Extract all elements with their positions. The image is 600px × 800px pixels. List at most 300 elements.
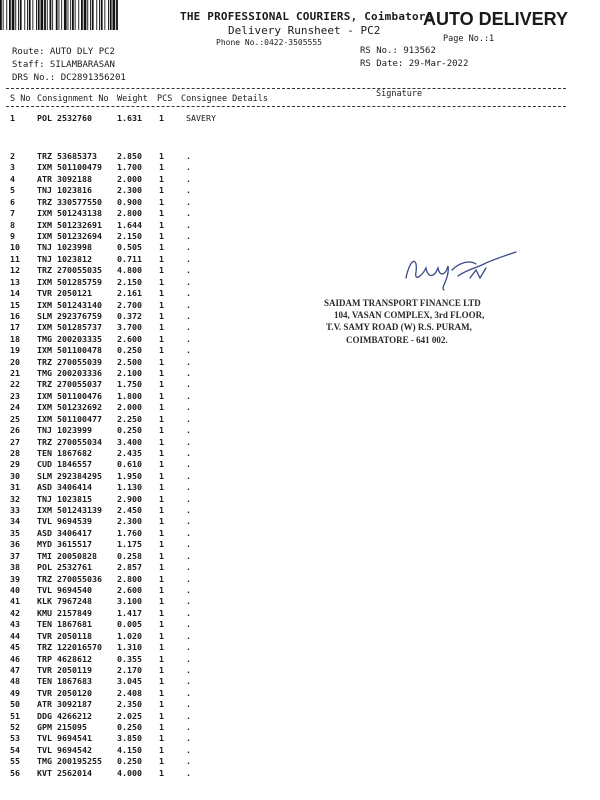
cell-weight: 2.100 xyxy=(117,368,142,378)
cell-pcs: 1 xyxy=(159,219,164,230)
cell-pcs: 1 xyxy=(159,550,164,561)
cell-weight: 0.005 xyxy=(117,619,142,630)
cell-consignment: TEN 1867682 xyxy=(37,447,92,458)
cell-pcs: 1 xyxy=(159,425,164,436)
cell-consignment: TNJ 1023998 xyxy=(37,242,92,253)
stamp-company-line: SAIDAM TRANSPORT FINANCE LTD xyxy=(324,298,481,308)
cell-consignee: . xyxy=(186,710,191,721)
cell-consignment: IXM 501100476 xyxy=(37,390,102,401)
cell-consignment: IXM 501285737 xyxy=(37,322,102,333)
barcode-bar xyxy=(78,0,79,30)
cell-pcs: 1 xyxy=(159,642,164,653)
cell-sno: 3 xyxy=(10,162,15,173)
cell-consignee: . xyxy=(186,230,191,241)
cell-weight: 0.711 xyxy=(117,253,142,264)
cell-sno: 52 xyxy=(10,722,20,732)
cell-sno: 12 xyxy=(10,265,20,276)
cell-weight: 2.150 xyxy=(117,230,142,241)
cell-consignee: . xyxy=(186,333,191,344)
cell-weight: 1.750 xyxy=(117,379,142,390)
cell-consignee: . xyxy=(186,162,191,173)
cell-weight: 3.400 xyxy=(117,436,142,447)
cell-sno: 17 xyxy=(10,322,20,333)
cell-pcs: 1 xyxy=(159,756,164,767)
cell-consignment: IXM 501243139 xyxy=(37,505,102,515)
cell-sno: 24 xyxy=(10,402,20,413)
barcode-bar xyxy=(61,0,62,30)
cell-pcs: 1 xyxy=(159,596,164,607)
cell-pcs: 1 xyxy=(159,345,164,356)
cell-consignee: . xyxy=(186,345,191,356)
cell-pcs: 1 xyxy=(159,767,164,778)
col-signature: Signature xyxy=(376,89,423,99)
cell-weight: 2.857 xyxy=(117,562,142,573)
cell-sno: 19 xyxy=(10,345,20,356)
barcode-bar xyxy=(72,0,74,30)
cell-consignee: . xyxy=(186,722,191,732)
cell-consignment: TVR 2050119 xyxy=(37,664,92,675)
cell-sno: 54 xyxy=(10,744,20,755)
auto-delivery-badge: AUTO DELIVERY xyxy=(423,9,569,29)
cell-consignment: IXM 501232694 xyxy=(37,230,102,241)
cell-sno: 30 xyxy=(10,470,20,481)
barcode-bar xyxy=(92,0,94,30)
cell-consignment: CUD 1846557 xyxy=(37,459,92,470)
cell-consignment: SLM 292376759 xyxy=(37,310,102,321)
cell-sno: 25 xyxy=(10,413,20,424)
cell-pcs: 1 xyxy=(159,368,164,378)
cell-consignment: TVR 2050118 xyxy=(37,630,92,641)
cell-weight: 0.250 xyxy=(117,345,142,356)
cell-consignment: TRZ 270055037 xyxy=(37,379,102,390)
cell-sno: 51 xyxy=(10,710,20,721)
cell-weight: 0.610 xyxy=(117,459,142,470)
barcode-bar xyxy=(99,0,100,30)
cell-pcs: 1 xyxy=(159,265,164,276)
cell-consignment: ASD 3406414 xyxy=(37,482,92,493)
stamp-address-line2: T.V. SAMY ROAD (W) R.S. PURAM, xyxy=(326,322,472,332)
cell-consignee: . xyxy=(186,265,191,276)
cell-consignee: . xyxy=(186,676,191,687)
cell-consignee: . xyxy=(186,379,191,390)
cell-sno: 49 xyxy=(10,687,20,698)
cell-consignee: SAVERY xyxy=(186,113,216,123)
cell-weight: 2.300 xyxy=(117,185,142,196)
cell-pcs: 1 xyxy=(159,539,164,550)
cell-consignment: TNJ 1023815 xyxy=(37,493,92,504)
cell-weight: 2.600 xyxy=(117,585,142,595)
barcode-bar xyxy=(110,0,112,30)
drs-number: DRS No.: DC2891356201 xyxy=(12,73,126,83)
cell-pcs: 1 xyxy=(159,744,164,755)
cell-weight: 1.644 xyxy=(117,219,142,230)
cell-consignment: IXM 501100478 xyxy=(37,345,102,356)
cell-weight: 4.150 xyxy=(117,744,142,755)
company-stamp xyxy=(318,248,528,358)
page-number: Page No.:1 xyxy=(443,34,495,44)
cell-weight: 2.850 xyxy=(117,151,142,161)
cell-pcs: 1 xyxy=(159,630,164,641)
cell-sno: 48 xyxy=(10,676,20,687)
cell-weight: 2.700 xyxy=(117,299,142,310)
cell-weight: 2.150 xyxy=(117,276,142,287)
cell-pcs: 1 xyxy=(159,733,164,744)
cell-consignee: . xyxy=(186,459,191,470)
cell-consignee: . xyxy=(186,310,191,321)
cell-weight: 2.025 xyxy=(117,710,142,721)
cell-consignment: TNJ 1023816 xyxy=(37,185,92,196)
cell-consignee: . xyxy=(186,482,191,493)
cell-sno: 38 xyxy=(10,562,20,573)
cell-consignment: IXM 501243140 xyxy=(37,299,102,310)
barcode-bar xyxy=(75,0,76,30)
cell-consignment: TVL 9694542 xyxy=(37,744,92,755)
cell-sno: 11 xyxy=(10,253,20,264)
barcode-bar xyxy=(64,0,67,30)
cell-weight: 2.170 xyxy=(117,664,142,675)
route-label: Route: AUTO DLY PC2 xyxy=(12,47,115,57)
cell-sno: 44 xyxy=(10,630,20,641)
cell-consignment: POL 2532761 xyxy=(37,562,92,573)
cell-weight: 2.600 xyxy=(117,333,142,344)
barcode-bar xyxy=(6,0,7,30)
cell-consignee: . xyxy=(186,596,191,607)
barcode-bar xyxy=(32,0,33,30)
cell-weight: 2.408 xyxy=(117,687,142,698)
cell-consignment: TVL 9694539 xyxy=(37,516,92,527)
cell-consignee: . xyxy=(186,527,191,538)
cell-sno: 20 xyxy=(10,356,20,367)
barcode-bar xyxy=(38,0,40,30)
stamp-city-line: COIMBATORE - 641 002. xyxy=(346,335,448,345)
barcode-bar xyxy=(0,0,2,30)
cell-consignment: TRZ 53685373 xyxy=(37,151,97,161)
cell-weight: 0.250 xyxy=(117,425,142,436)
cell-consignment: TRZ 270055039 xyxy=(37,356,102,367)
cell-consignee: . xyxy=(186,425,191,436)
cell-pcs: 1 xyxy=(159,516,164,527)
cell-consignee: . xyxy=(186,322,191,333)
barcode-bar xyxy=(81,0,83,30)
cell-pcs: 1 xyxy=(159,573,164,584)
cell-consignment: DDG 4266212 xyxy=(37,710,92,721)
barcode-bar xyxy=(20,0,22,30)
cell-weight: 0.250 xyxy=(117,722,142,732)
cell-consignee: . xyxy=(186,185,191,196)
cell-pcs: 1 xyxy=(159,333,164,344)
cell-pcs: 1 xyxy=(159,505,164,515)
cell-consignee: . xyxy=(186,151,191,161)
cell-weight: 1.631 xyxy=(117,113,142,123)
cell-sno: 34 xyxy=(10,516,20,527)
cell-sno: 23 xyxy=(10,390,20,401)
cell-sno: 1 xyxy=(10,113,15,123)
cell-pcs: 1 xyxy=(159,402,164,413)
cell-consignee: . xyxy=(186,219,191,230)
barcode-bar xyxy=(104,0,105,30)
barcode-bar xyxy=(116,0,118,30)
barcode-bar xyxy=(29,0,31,30)
runsheet-title: Delivery Runsheet - PC2 xyxy=(228,24,381,37)
cell-consignee: . xyxy=(186,253,191,264)
cell-consignment: MYD 3615517 xyxy=(37,539,92,550)
cell-sno: 4 xyxy=(10,173,15,184)
cell-consignee: . xyxy=(186,573,191,584)
cell-consignment: IXM 501232692 xyxy=(37,402,102,413)
cell-consignment: TMG 200203336 xyxy=(37,368,102,378)
cell-weight: 1.130 xyxy=(117,482,142,493)
rs-date: RS Date: 29-Mar-2022 xyxy=(360,59,469,69)
cell-pcs: 1 xyxy=(159,310,164,321)
cell-consignment: POL 2532760 xyxy=(37,113,92,123)
cell-pcs: 1 xyxy=(159,230,164,241)
cell-consignment: TEN 1867683 xyxy=(37,676,92,687)
cell-weight: 2.300 xyxy=(117,516,142,527)
barcode-bar xyxy=(9,0,11,30)
cell-sno: 8 xyxy=(10,219,15,230)
col-weight: Weight xyxy=(117,94,148,104)
cell-sno: 16 xyxy=(10,310,20,321)
cell-consignment: TRZ 270055036 xyxy=(37,573,102,584)
barcode-bar xyxy=(12,0,15,30)
barcode-bar xyxy=(56,0,58,30)
cell-sno: 5 xyxy=(10,185,15,196)
company-name: THE PROFESSIONAL COURIERS, Coimbatore xyxy=(180,10,433,23)
cell-consignment: ASD 3406417 xyxy=(37,527,92,538)
cell-sno: 14 xyxy=(10,288,20,298)
cell-consignee: . xyxy=(186,664,191,675)
cell-consignee: . xyxy=(186,470,191,481)
cell-weight: 0.355 xyxy=(117,653,142,664)
cell-sno: 35 xyxy=(10,527,20,538)
cell-consignee: . xyxy=(186,413,191,424)
cell-consignee: . xyxy=(186,299,191,310)
barcode-bar xyxy=(41,0,44,30)
cell-weight: 1.417 xyxy=(117,607,142,618)
barcode-bar xyxy=(59,0,60,30)
cell-weight: 0.505 xyxy=(117,242,142,253)
cell-weight: 4.000 xyxy=(117,767,142,778)
cell-consignee: . xyxy=(186,516,191,527)
cell-sno: 13 xyxy=(10,276,20,287)
cell-consignment: SLM 292384295 xyxy=(37,470,102,481)
cell-sno: 27 xyxy=(10,436,20,447)
barcode-bar xyxy=(70,0,71,30)
cell-consignee: . xyxy=(186,447,191,458)
cell-pcs: 1 xyxy=(159,436,164,447)
cell-consignment: TRP 4628612 xyxy=(37,653,92,664)
barcode-bar xyxy=(50,0,52,30)
cell-weight: 1.020 xyxy=(117,630,142,641)
cell-pcs: 1 xyxy=(159,379,164,390)
cell-consignee: . xyxy=(186,562,191,573)
cell-consignee: . xyxy=(186,744,191,755)
cell-consignee: . xyxy=(186,733,191,744)
cell-pcs: 1 xyxy=(159,390,164,401)
cell-weight: 0.900 xyxy=(117,196,142,207)
cell-pcs: 1 xyxy=(159,288,164,298)
cell-pcs: 1 xyxy=(159,242,164,253)
cell-weight: 3.850 xyxy=(117,733,142,744)
cell-consignee: . xyxy=(186,208,191,219)
cell-consignee: . xyxy=(186,607,191,618)
cell-weight: 2.161 xyxy=(117,288,142,298)
barcode-bar xyxy=(27,0,28,30)
cell-consignee: . xyxy=(186,767,191,778)
cell-weight: 3.045 xyxy=(117,676,142,687)
cell-sno: 39 xyxy=(10,573,20,584)
cell-weight: 2.000 xyxy=(117,173,142,184)
cell-pcs: 1 xyxy=(159,322,164,333)
cell-sno: 29 xyxy=(10,459,20,470)
barcode-bar xyxy=(90,0,91,30)
cell-pcs: 1 xyxy=(159,151,164,161)
barcode-bar xyxy=(96,0,97,30)
cell-weight: 2.800 xyxy=(117,573,142,584)
cell-pcs: 1 xyxy=(159,664,164,675)
cell-consignment: IXM 501100479 xyxy=(37,162,102,173)
cell-pcs: 1 xyxy=(159,276,164,287)
cell-consignment: TRZ 122016570 xyxy=(37,642,102,653)
barcode-bar xyxy=(52,0,53,30)
cell-consignee: . xyxy=(186,630,191,641)
cell-weight: 2.250 xyxy=(117,413,142,424)
cell-pcs: 1 xyxy=(159,527,164,538)
cell-pcs: 1 xyxy=(159,208,164,219)
cell-consignment: TVR 2050121 xyxy=(37,288,92,298)
cell-sno: 56 xyxy=(10,767,20,778)
barcode-bar xyxy=(18,0,19,30)
cell-consignment: IXM 501100477 xyxy=(37,413,102,424)
cell-pcs: 1 xyxy=(159,562,164,573)
cell-sno: 53 xyxy=(10,733,20,744)
cell-consignee: . xyxy=(186,173,191,184)
cell-pcs: 1 xyxy=(159,619,164,630)
barcode-image xyxy=(0,0,120,30)
cell-sno: 40 xyxy=(10,585,20,595)
cell-consignee: . xyxy=(186,642,191,653)
cell-pcs: 1 xyxy=(159,459,164,470)
cell-weight: 1.950 xyxy=(117,470,142,481)
cell-sno: 2 xyxy=(10,151,15,161)
cell-consignment: TMI 20050828 xyxy=(37,550,97,561)
cell-weight: 2.350 xyxy=(117,699,142,710)
cell-sno: 37 xyxy=(10,550,20,561)
cell-pcs: 1 xyxy=(159,687,164,698)
barcode-bar xyxy=(113,0,116,30)
cell-weight: 2.435 xyxy=(117,447,142,458)
cell-consignee: . xyxy=(186,687,191,698)
cell-sno: 10 xyxy=(10,242,20,253)
cell-sno: 22 xyxy=(10,379,20,390)
cell-pcs: 1 xyxy=(159,356,164,367)
cell-pcs: 1 xyxy=(159,253,164,264)
handwritten-signature xyxy=(400,248,520,296)
barcode-bar xyxy=(68,0,69,30)
barcode-bar xyxy=(3,0,4,30)
col-pcs: PCS xyxy=(157,94,173,104)
cell-weight: 0.250 xyxy=(117,756,142,767)
col-consignee-details: Consignee Details xyxy=(181,94,268,104)
cell-pcs: 1 xyxy=(159,113,164,123)
cell-pcs: 1 xyxy=(159,722,164,732)
cell-sno: 32 xyxy=(10,493,20,504)
cell-pcs: 1 xyxy=(159,676,164,687)
cell-consignment: TEN 1867681 xyxy=(37,619,92,630)
cell-sno: 36 xyxy=(10,539,20,550)
cell-sno: 47 xyxy=(10,664,20,675)
cell-sno: 9 xyxy=(10,230,15,241)
barcode-bar xyxy=(87,0,88,30)
header-divider-top xyxy=(6,88,566,89)
cell-weight: 1.700 xyxy=(117,162,142,173)
cell-consignment: TNJ 1023999 xyxy=(37,425,92,436)
cell-consignment: IXM 501285759 xyxy=(37,276,102,287)
cell-consignment: TNJ 1023812 xyxy=(37,253,92,264)
cell-consignee: . xyxy=(186,539,191,550)
cell-sno: 31 xyxy=(10,482,20,493)
cell-consignment: KVT 2562014 xyxy=(37,767,92,778)
cell-weight: 0.258 xyxy=(117,550,142,561)
cell-pcs: 1 xyxy=(159,413,164,424)
cell-pcs: 1 xyxy=(159,196,164,207)
cell-sno: 41 xyxy=(10,596,20,607)
barcode-bar xyxy=(44,0,46,30)
cell-sno: 45 xyxy=(10,642,20,653)
cell-sno: 18 xyxy=(10,333,20,344)
cell-weight: 1.310 xyxy=(117,642,142,653)
cell-consignment: TRZ 270055034 xyxy=(37,436,102,447)
cell-consignee: . xyxy=(186,505,191,515)
cell-pcs: 1 xyxy=(159,162,164,173)
cell-pcs: 1 xyxy=(159,607,164,618)
barcode-bar xyxy=(36,0,37,30)
cell-consignment: IXM 501232691 xyxy=(37,219,102,230)
cell-consignee: . xyxy=(186,550,191,561)
cell-consignment: TRZ 330577550 xyxy=(37,196,102,207)
cell-consignment: KLK 7967248 xyxy=(37,596,92,607)
cell-weight: 2.900 xyxy=(117,493,142,504)
cell-pcs: 1 xyxy=(159,173,164,184)
cell-consignment: ATR 3092187 xyxy=(37,699,92,710)
cell-weight: 2.500 xyxy=(117,356,142,367)
barcode-bar xyxy=(24,0,25,30)
barcode-bar xyxy=(101,0,103,30)
cell-weight: 4.800 xyxy=(117,265,142,276)
staff-label: Staff: SILAMBARASAN xyxy=(12,60,115,70)
cell-pcs: 1 xyxy=(159,447,164,458)
cell-consignment: IXM 501243138 xyxy=(37,208,102,219)
cell-consignment: TRZ 270055035 xyxy=(37,265,102,276)
cell-weight: 2.000 xyxy=(117,402,142,413)
cell-sno: 6 xyxy=(10,196,15,207)
cell-sno: 43 xyxy=(10,619,20,630)
cell-consignee: . xyxy=(186,390,191,401)
cell-sno: 7 xyxy=(10,208,15,219)
cell-consignment: TVL 9694540 xyxy=(37,585,92,595)
cell-sno: 46 xyxy=(10,653,20,664)
cell-pcs: 1 xyxy=(159,482,164,493)
cell-consignee: . xyxy=(186,242,191,253)
col-sno: S No xyxy=(10,94,31,104)
barcode-bar xyxy=(47,0,48,30)
cell-weight: 1.760 xyxy=(117,527,142,538)
cell-sno: 50 xyxy=(10,699,20,710)
cell-consignment: ATR 3092188 xyxy=(37,173,92,184)
barcode-bar xyxy=(108,0,109,30)
cell-sno: 42 xyxy=(10,607,20,618)
cell-sno: 33 xyxy=(10,505,20,515)
